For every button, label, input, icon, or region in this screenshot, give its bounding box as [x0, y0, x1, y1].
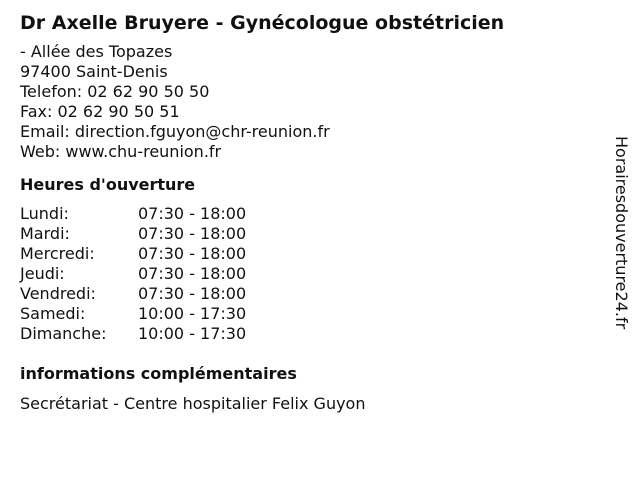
- day-label: Mardi:: [20, 224, 70, 243]
- phone-number: Telefon: 02 62 90 50 50: [20, 82, 210, 101]
- website-address: Web: www.chu-reunion.fr: [20, 142, 222, 161]
- time-range: 07:30 - 18:00: [138, 204, 247, 223]
- city-postcode: 97400 Saint-Denis: [20, 62, 168, 81]
- contact-block: [20, 42, 600, 162]
- time-range: 07:30 - 18:00: [138, 224, 247, 243]
- hours-row-friday: [20, 284, 600, 304]
- day-label: Samedi:: [20, 304, 86, 323]
- listing-page: [20, 10, 600, 414]
- opening-hours-table: [20, 204, 600, 344]
- day-label: Lundi:: [20, 204, 69, 223]
- street-address: - Allée des Topazes: [20, 42, 173, 61]
- day-label: Vendredi:: [20, 284, 96, 303]
- time-range: 10:00 - 17:30: [138, 324, 247, 343]
- page-title: Dr Axelle Bruyere - Gynécologue obstétricien: [20, 12, 505, 34]
- time-range: 10:00 - 17:30: [138, 304, 247, 323]
- fax-number: Fax: 02 62 90 50 51: [20, 102, 180, 121]
- additional-info-heading: informations complémentaires: [20, 364, 297, 383]
- hours-row-monday: [20, 204, 600, 224]
- day-label: Dimanche:: [20, 324, 107, 343]
- hours-row-saturday: [20, 304, 600, 324]
- time-range: 07:30 - 18:00: [138, 264, 247, 283]
- day-label: Mercredi:: [20, 244, 95, 263]
- time-range: 07:30 - 18:00: [138, 244, 247, 263]
- hours-row-wednesday: [20, 244, 600, 264]
- hours-row-sunday: [20, 324, 600, 344]
- hours-row-tuesday: [20, 224, 600, 244]
- opening-hours-heading: Heures d'ouverture: [20, 175, 196, 194]
- day-label: Jeudi:: [20, 264, 65, 283]
- time-range: 07:30 - 18:00: [138, 284, 247, 303]
- email-address: Email: direction.fguyon@chr-reunion.fr: [20, 122, 330, 141]
- hours-row-thursday: [20, 264, 600, 284]
- additional-info-text: Secrétariat - Centre hospitalier Felix Guyon: [20, 394, 366, 413]
- site-watermark: Horairesdouverture24.fr: [612, 136, 631, 330]
